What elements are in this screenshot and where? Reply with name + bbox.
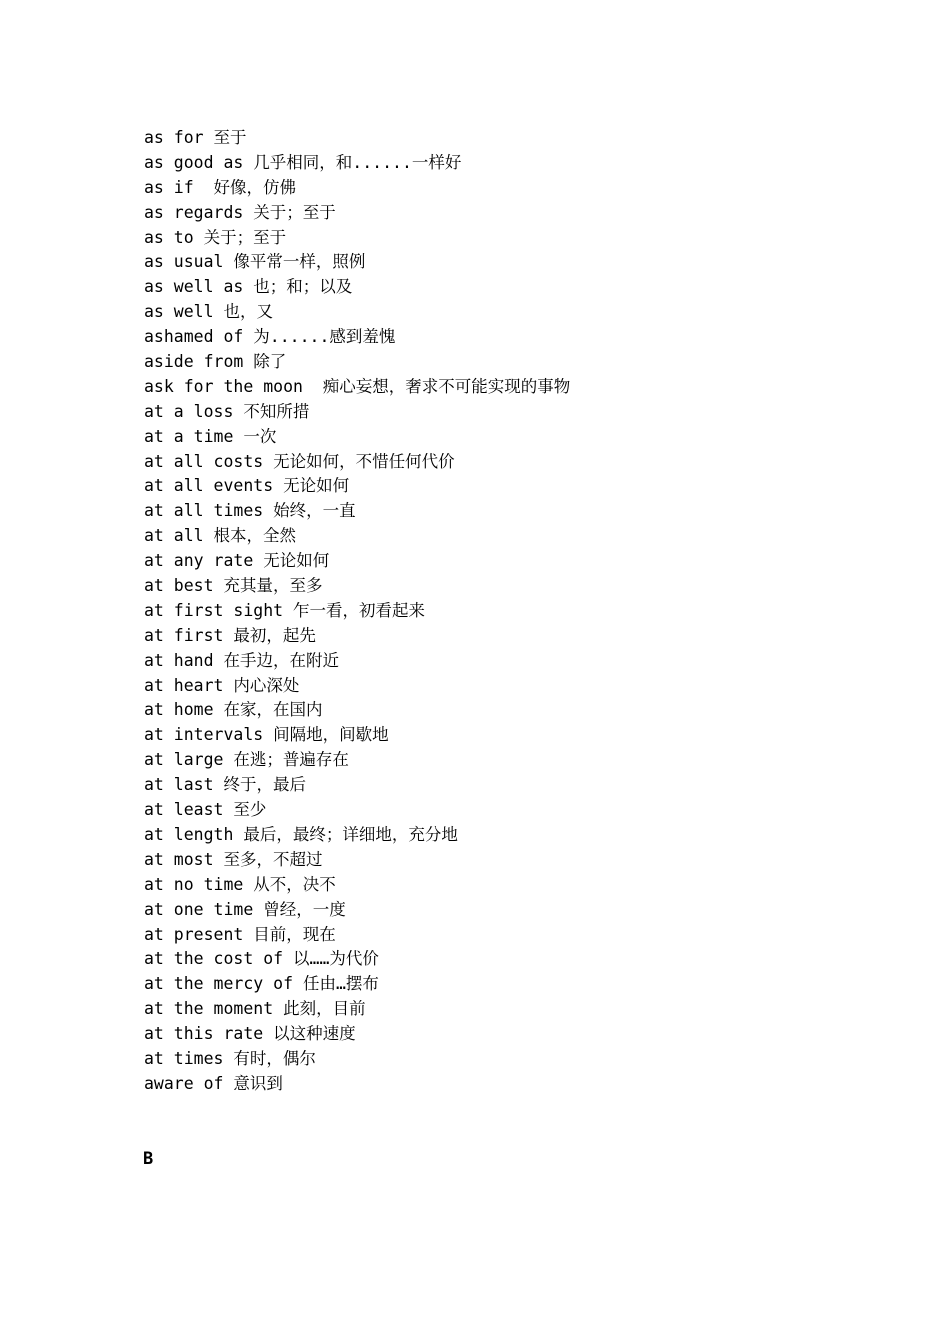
- phrase-entry: at large 在逃；普遍存在: [144, 750, 349, 770]
- phrase-entry: at most 至多，不超过: [144, 849, 323, 869]
- phrase-entry: at one time 曾经，一度: [144, 899, 346, 919]
- phrase-list: [144, 126, 904, 1097]
- phrase-entry: at hand 在手边，在附近: [144, 650, 339, 670]
- phrase-entry: at best 充其量，至多: [144, 576, 323, 596]
- phrase-entry: at present 目前，现在: [144, 924, 336, 944]
- phrase-entry: at heart 内心深处: [144, 675, 300, 695]
- phrase-entry: at the cost of 以……为代价: [144, 949, 379, 969]
- phrase-entry: at first 最初，起先: [144, 625, 316, 645]
- phrase-entry: at no time 从不，决不: [144, 874, 336, 894]
- section-heading-letter: B: [143, 1149, 154, 1169]
- phrase-entry: as well 也，又: [144, 302, 273, 322]
- phrase-entry: at a loss 不知所措: [144, 401, 310, 421]
- phrase-entry: at length 最后，最终；详细地，充分地: [144, 824, 458, 844]
- phrase-entry: ask for the moon 痴心妄想，奢求不可能实现的事物: [144, 376, 571, 396]
- phrase-entry: as regards 关于；至于: [144, 202, 336, 222]
- phrase-entry: as if 好像，仿佛: [144, 177, 297, 197]
- phrase-entry: at all events 无论如何: [144, 476, 350, 496]
- phrase-entry: as usual 像平常一样，照例: [144, 252, 366, 272]
- phrase-entry: ashamed of 为......感到羞愧: [144, 327, 396, 347]
- phrase-entry: at a time 一次: [144, 426, 277, 446]
- phrase-entry: aside from 除了: [144, 352, 287, 372]
- phrase-entry: as to 关于；至于: [144, 227, 287, 247]
- phrase-entry: at last 终于，最后: [144, 775, 306, 795]
- phrase-entry: at first sight 乍一看，初看起来: [144, 600, 426, 620]
- phrase-entry: at times 有时，偶尔: [144, 1048, 316, 1068]
- phrase-entry: at any rate 无论如何: [144, 551, 330, 571]
- phrase-entry: aware of 意识到: [144, 1073, 283, 1093]
- phrase-entry: at home 在家，在国内: [144, 700, 323, 720]
- phrase-entry: at the mercy of 任由…摆布: [144, 974, 379, 994]
- phrase-entry: at all costs 无论如何，不惜任何代价: [144, 451, 455, 471]
- phrase-entry: at the moment 此刻，目前: [144, 999, 366, 1019]
- phrase-entry: as well as 也；和；以及: [144, 277, 353, 297]
- phrase-entry: as good as 几乎相同，和......一样好: [144, 152, 462, 172]
- phrase-entry: at least 至少: [144, 800, 267, 820]
- phrase-entry: at this rate 以这种速度: [144, 1024, 356, 1044]
- phrase-entry: at all times 始终，一直: [144, 501, 356, 521]
- phrase-entry: at all 根本，全然: [144, 526, 297, 546]
- phrase-entry: at intervals 间隔地，间歇地: [144, 725, 389, 745]
- phrase-entry: as for 至于: [144, 128, 247, 147]
